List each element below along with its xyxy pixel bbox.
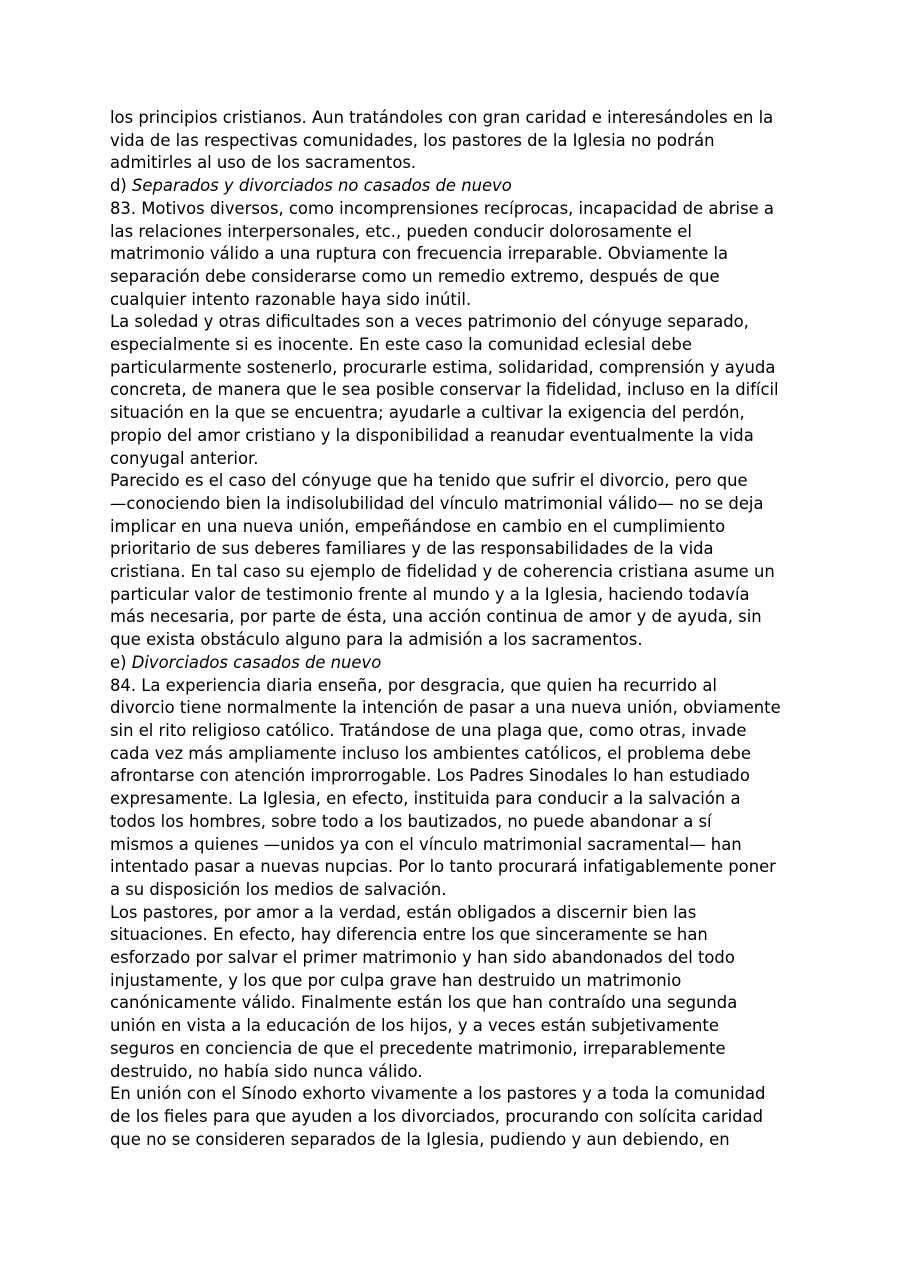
text-line: sin el rito religioso católico. Tratándose de una plaga que, como otras, invade — [110, 720, 747, 740]
text-line: situaciones. En efecto, hay diferencia entre los que sinceramente se han — [110, 925, 708, 945]
text-line: injustamente, y los que por culpa grave han destruido un matrimonio — [110, 970, 682, 990]
section-heading-prefix: e) — [110, 652, 132, 672]
text-line: intentado pasar a nuevas nupcias. Por lo tanto procurará infatigablemente poner — [110, 857, 776, 877]
text-line: cristiana. En tal caso su ejemplo de fidelidad y de coherencia cristiana asume un — [110, 562, 775, 582]
text-line: que no se consideren separados de la Iglesia, pudiendo y aun debiendo, en — [110, 1129, 730, 1149]
text-line: cualquier intento razonable haya sido inútil. — [110, 289, 472, 309]
text-line: conyugal anterior. — [110, 448, 259, 468]
text-line: las relaciones interpersonales, etc., pueden conducir dolorosamente el — [110, 221, 692, 241]
text-line: unión en vista a la educación de los hijos, y a veces están subjetivamente — [110, 1016, 719, 1036]
text-line: matrimonio válido a una ruptura con frecuencia irreparable. Obviamente la — [110, 244, 729, 264]
paragraph-block — [110, 107, 800, 175]
text-line: 84. La experiencia diaria enseña, por desgracia, que quien ha recurrido al — [110, 675, 717, 695]
document-page — [110, 107, 800, 1151]
text-line: vida de las respectivas comunidades, los pastores de la Iglesia no podrán — [110, 130, 715, 150]
text-line: más necesaria, por parte de ésta, una acción continua de amor y de ayuda, sin — [110, 607, 762, 627]
paragraph-block — [110, 198, 800, 652]
text-line: seguros en conciencia de que el precedente matrimonio, irreparablemente — [110, 1038, 726, 1058]
text-line: todos los hombres, sobre todo a los bautizados, no puede abandonar a sí — [110, 811, 712, 831]
text-line: los principios cristianos. Aun tratándoles con gran caridad e interesándoles en la — [110, 108, 774, 127]
text-line: implicar en una nueva unión, empeñándose en cambio en el cumplimiento — [110, 516, 726, 536]
section-heading-title: Divorciados casados de nuevo — [131, 652, 382, 672]
section-heading-d — [110, 175, 800, 198]
text-line: afrontarse con atención improrrogable. Los Padres Sinodales lo han estudiado — [110, 766, 750, 786]
text-line: de los fieles para que ayuden a los divorciados, procurando con solícita caridad — [110, 1106, 764, 1126]
text-line: —conociendo bien la indisolubilidad del vínculo matrimonial válido— no se deja — [110, 493, 764, 513]
section-heading-title: Separados y divorciados no casados de nuevo — [132, 176, 512, 196]
paragraph-block — [110, 675, 800, 1152]
text-line: esforzado por salvar el primer matrimonio y han sido abandonados del todo — [110, 948, 735, 968]
text-line: En unión con el Sínodo exhorto vivamente a los pastores y a toda la comunidad — [110, 1084, 766, 1104]
text-line: divorcio tiene normalmente la intención de pasar a una nueva unión, obviamente — [110, 698, 781, 718]
text-line: separación debe considerarse como un remedio extremo, después de que — [110, 266, 720, 286]
text-line: Parecido es el caso del cónyuge que ha tenido que sufrir el divorcio, pero que — [110, 471, 748, 491]
section-heading-prefix: d) — [110, 176, 133, 196]
text-line: propio del amor cristiano y la disponibilidad a reanudar eventualmente la vida — [110, 425, 754, 445]
text-line: particularmente sostenerlo, procurarle estima, solidaridad, comprensión y ayuda — [110, 357, 776, 377]
text-line: concreta, de manera que le sea posible conservar la fidelidad, incluso en la difícil — [110, 380, 779, 400]
text-line: a su disposición los medios de salvación. — [110, 879, 447, 899]
text-line: Los pastores, por amor a la verdad, están obligados a discernir bien las — [110, 902, 697, 922]
text-line: canónicamente válido. Finalmente están los que han contraído una segunda — [110, 993, 738, 1013]
text-line: situación en la que se encuentra; ayudarle a cultivar la exigencia del perdón, — [110, 403, 745, 423]
text-line: particular valor de testimonio frente al mundo y a la Iglesia, haciendo todavía — [110, 584, 750, 604]
text-line: La soledad y otras dificultades son a veces patrimonio del cónyuge separado, — [110, 312, 749, 332]
text-line: mismos a quienes —unidos ya con el vínculo matrimonial sacramental— han — [110, 834, 742, 854]
text-line: destruido, no había sido nunca válido. — [110, 1061, 423, 1081]
text-line: admitirles al uso de los sacramentos. — [110, 153, 417, 173]
text-line: especialmente si es inocente. En este caso la comunidad eclesial debe — [110, 335, 692, 355]
text-line: prioritario de sus deberes familiares y de las responsabilidades de la vida — [110, 539, 714, 559]
text-line: cada vez más ampliamente incluso los ambientes católicos, el problema debe — [110, 743, 752, 763]
text-line: 83. Motivos diversos, como incomprensiones recíprocas, incapacidad de abrise a — [110, 198, 774, 218]
text-line: expresamente. La Iglesia, en efecto, instituida para conducir a la salvación a — [110, 789, 741, 809]
section-heading-e — [110, 652, 800, 675]
text-line: que exista obstáculo alguno para la admisión a los sacramentos. — [110, 630, 643, 650]
